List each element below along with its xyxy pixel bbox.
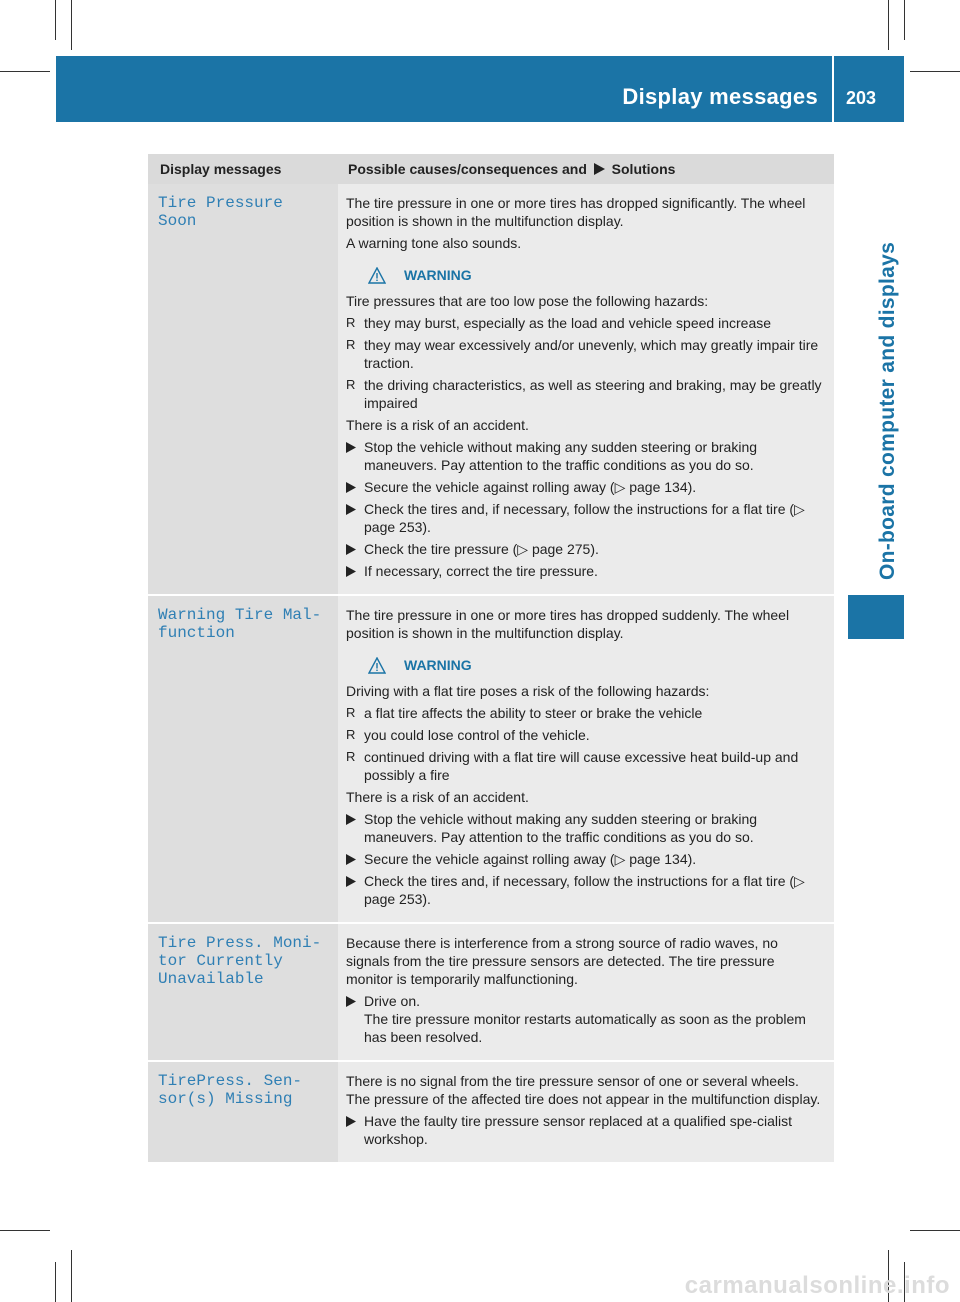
display-message-text: Warning Tire Mal‐ function: [158, 606, 322, 642]
action-step: [346, 872, 822, 908]
warning-label: WARNING: [404, 657, 472, 673]
action-step: [346, 438, 822, 474]
action-step-text: Secure the vehicle against rolling away (▷ page 134).: [364, 479, 697, 495]
action-step-text: Check the tires and, if necessary, follow the instructions for a flat tire (▷ page 253).: [364, 873, 805, 907]
crop-mark: [904, 0, 905, 40]
hazard-bullet: [346, 748, 822, 784]
risk-statement: There is a risk of an accident.: [346, 417, 529, 433]
crop-mark: [55, 1262, 56, 1302]
warning-label: WARNING: [404, 267, 472, 283]
hazard-bullet: [346, 336, 822, 372]
crop-mark: [910, 1230, 960, 1231]
column-header-solutions-suffix: Solutions: [611, 160, 676, 177]
bullet-dot: R: [346, 705, 356, 720]
hazard-bullet: [346, 376, 822, 412]
step-arrow-icon: [346, 441, 356, 459]
action-step: [346, 1112, 822, 1148]
crop-mark: [910, 71, 960, 72]
step-arrow-icon: [346, 813, 356, 831]
column-header-solutions-prefix: Possible causes/consequences and: [348, 160, 587, 177]
risk-statement: There is a risk of an accident.: [346, 789, 529, 805]
hazard-bullet-text: they may wear excessively and/or unevenly, which may greatly impair tire traction.: [364, 337, 819, 371]
action-step: [346, 850, 822, 868]
hazard-bullet-text: a flat tire affects the ability to steer or brake the vehicle: [364, 705, 703, 721]
message-cell: [148, 595, 338, 923]
play-arrow-icon: [594, 162, 605, 178]
crop-mark: [71, 1250, 72, 1302]
column-header-solutions: [338, 154, 834, 184]
table-row: [148, 184, 834, 595]
table-row: [148, 923, 834, 1061]
action-step-text: Check the tires and, if necessary, follow the instructions for a flat tire (▷ page 253).: [364, 501, 805, 535]
intro-paragraph: The tire pressure in one or more tires has dropped significantly. The wheel position is shown in the multifunction display.: [346, 195, 806, 229]
hazard-bullet-text: continued driving with a flat tire will cause excessive heat build-up and possibly a fire: [364, 749, 799, 783]
action-step: [346, 478, 822, 496]
hazard-bullet-text: the driving characteristics, as well as steering and braking, may be greatly impaired: [364, 377, 822, 411]
crop-mark: [0, 71, 50, 72]
hazard-bullet: [346, 704, 822, 722]
header-divider: [832, 56, 834, 122]
step-arrow-icon: [346, 481, 356, 499]
bullet-dot: R: [346, 337, 356, 352]
solution-cell: [338, 595, 834, 923]
step-arrow-icon: [346, 853, 356, 871]
page-title: Display messages: [622, 84, 818, 109]
page-number: 203: [846, 88, 877, 108]
solution-cell: [338, 184, 834, 595]
display-message-text: Tire Press. Moni‐ tor Currently Unavailable: [158, 934, 322, 988]
watermark: carmanualsonline.info: [684, 1272, 950, 1299]
step-arrow-icon: [346, 875, 356, 893]
bullet-dot: R: [346, 377, 356, 392]
action-step: [346, 562, 822, 580]
bullet-dot: R: [346, 727, 356, 742]
column-header-messages: Display messages: [148, 154, 338, 184]
step-arrow-icon: [346, 1115, 356, 1133]
solution-cell: [338, 1061, 834, 1163]
message-cell: [148, 184, 338, 595]
crop-mark: [888, 0, 889, 50]
warning-heading: [368, 266, 822, 284]
warning-triangle-icon: [368, 267, 386, 284]
intro-paragraph: There is no signal from the tire pressure sensor of one or several wheels. The pressure of the affected tire does not appear in the multifunction display.: [346, 1073, 821, 1107]
action-step-text: Stop the vehicle without making any sudden steering or braking maneuvers. Pay attention to the traffic conditions as you do so.: [364, 811, 758, 845]
chapter-tab-label: On-board computer and displays: [876, 241, 899, 580]
bullet-dot: R: [346, 315, 356, 330]
solution-cell: [338, 923, 834, 1061]
action-step-text: Have the faulty tire pressure sensor replaced at a qualified spe-cialist workshop.: [364, 1113, 792, 1147]
step-arrow-icon: [346, 503, 356, 521]
action-step-text: Drive on. The tire pressure monitor restarts automatically as soon as the problem has been resolved.: [364, 993, 806, 1045]
hazard-bullet-text: they may burst, especially as the load and vehicle speed increase: [364, 315, 772, 331]
display-message-text: Tire Pressure Soon: [158, 194, 283, 230]
step-arrow-icon: [346, 543, 356, 561]
chapter-tab-marker: [848, 595, 904, 639]
crop-mark: [71, 0, 72, 50]
table-header-row: [148, 154, 834, 184]
action-step: [346, 540, 822, 558]
table-row: [148, 1061, 834, 1163]
action-step: [346, 992, 822, 1046]
action-step: [346, 500, 822, 536]
intro-paragraph: Because there is interference from a strong source of radio waves, no signals from the tire pressure sensors are detected. The tire pressure monitor is temporarily malfunctioning.: [346, 935, 778, 987]
action-step-text: Check the tire pressure (▷ page 275).: [364, 541, 599, 557]
hazard-bullet: [346, 314, 822, 332]
action-step-text: If necessary, correct the tire pressure.: [364, 563, 598, 579]
action-step-text: Secure the vehicle against rolling away (▷ page 134).: [364, 851, 697, 867]
intro-paragraph: The tire pressure in one or more tires has dropped suddenly. The wheel position is shown in the multifunction display.: [346, 607, 790, 641]
message-cell: [148, 1061, 338, 1163]
display-message-text: TirePress. Sen‐ sor(s) Missing: [158, 1072, 303, 1108]
action-step-text: Stop the vehicle without making any sudden steering or braking maneuvers. Pay attention to the traffic conditions as you do so.: [364, 439, 758, 473]
step-arrow-icon: [346, 565, 356, 583]
warning-heading: [368, 656, 822, 674]
step-arrow-icon: [346, 995, 356, 1013]
message-cell: [148, 923, 338, 1061]
bullet-dot: R: [346, 749, 356, 764]
crop-mark: [0, 1230, 50, 1231]
hazard-intro: Driving with a flat tire poses a risk of the following hazards:: [346, 683, 710, 699]
hazard-intro: Tire pressures that are too low pose the following hazards:: [346, 293, 709, 309]
hazard-bullet: [346, 726, 822, 744]
display-messages-table: [148, 154, 834, 1164]
action-step: [346, 810, 822, 846]
warning-triangle-icon: [368, 657, 386, 674]
crop-mark: [55, 0, 56, 40]
table-row: [148, 595, 834, 923]
intro-paragraph: A warning tone also sounds.: [346, 235, 522, 251]
hazard-bullet-text: you could lose control of the vehicle.: [364, 727, 590, 743]
